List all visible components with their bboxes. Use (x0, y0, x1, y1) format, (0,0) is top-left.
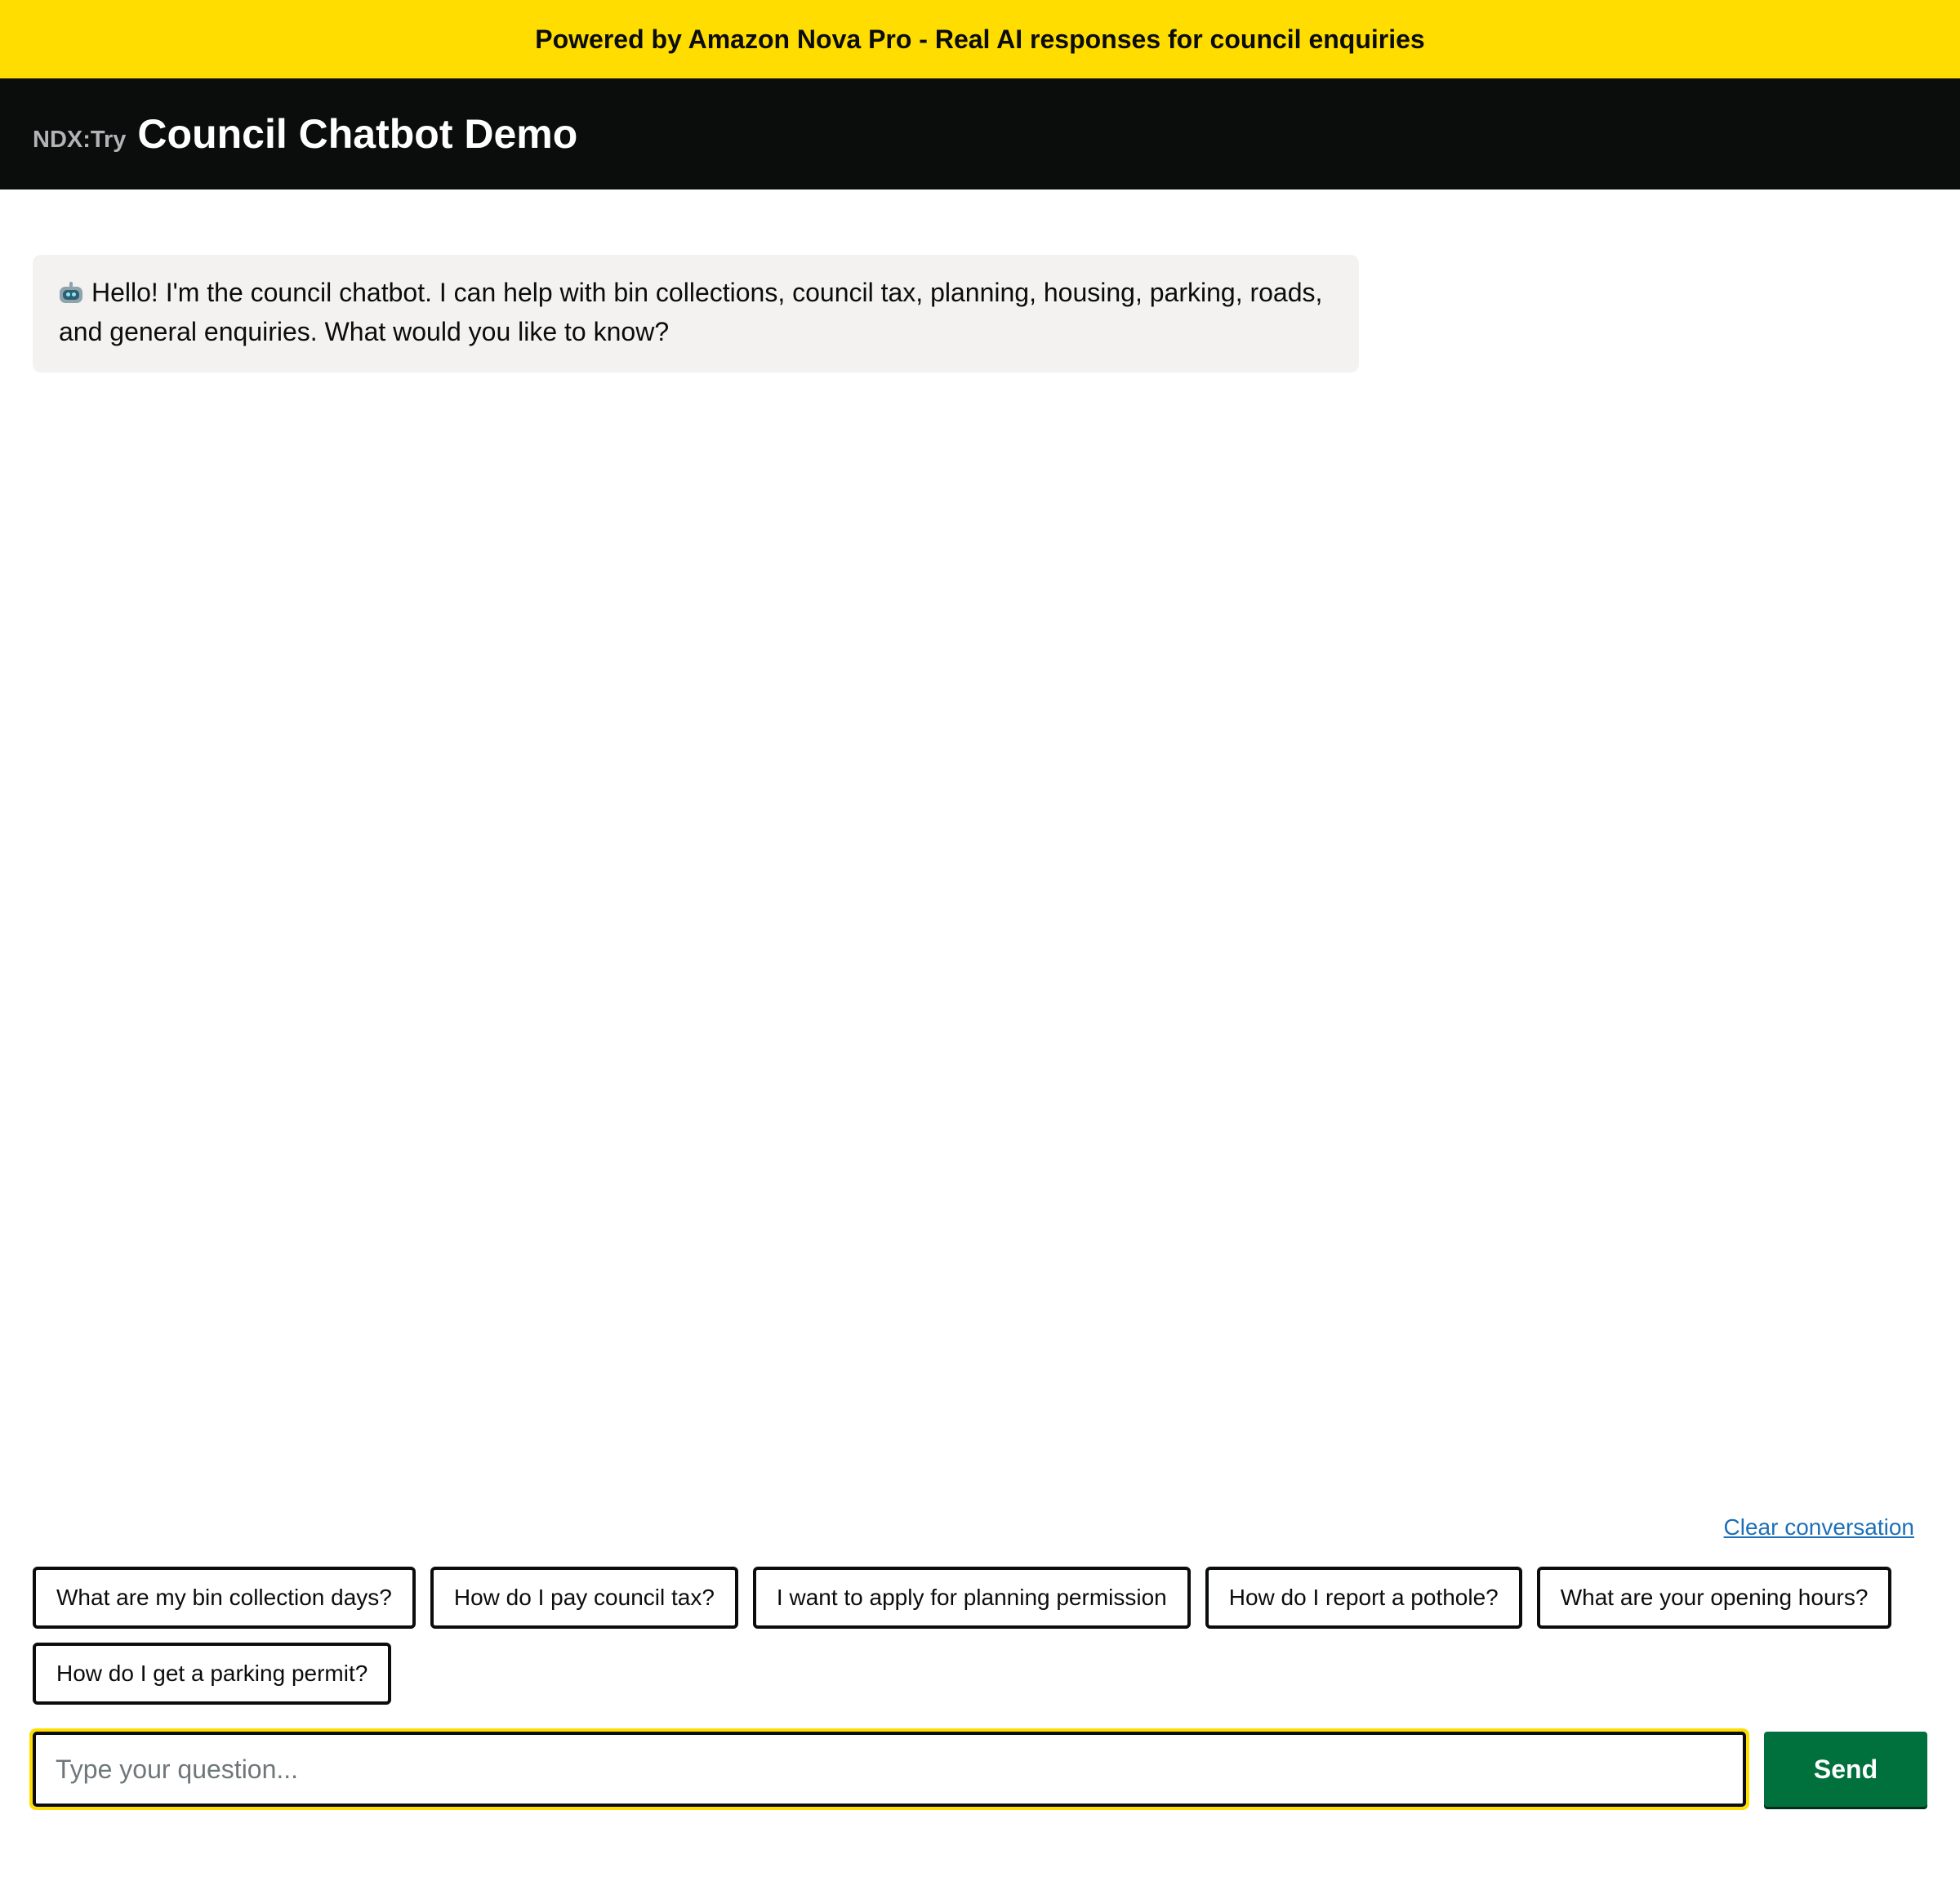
bot-message (33, 255, 1359, 372)
suggestion-planning-permission[interactable]: I want to apply for planning permission (753, 1567, 1191, 1629)
send-button[interactable]: Send (1764, 1732, 1927, 1807)
page-header (0, 78, 1960, 190)
suggestion-list (33, 1567, 1936, 1705)
suggestion-report-pothole[interactable]: How do I report a pothole? (1205, 1567, 1522, 1629)
question-input[interactable] (33, 1732, 1746, 1807)
robot-icon (59, 282, 83, 303)
suggestion-parking-permit[interactable]: How do I get a parking permit? (33, 1643, 391, 1705)
page-title: Council Chatbot Demo (137, 111, 578, 157)
bot-message-text: Hello! I'm the council chatbot. I can help with bin collections, council tax, planning, housing, parking, roads, and general enquiries. What would you like to know? (59, 278, 1323, 346)
suggestion-bin-collection[interactable]: What are my bin collection days? (33, 1567, 416, 1629)
banner-text: Powered by Amazon Nova Pro - Real AI responses for council enquiries (535, 24, 1425, 54)
info-banner (0, 0, 1960, 78)
suggestion-council-tax[interactable]: How do I pay council tax? (430, 1567, 738, 1629)
question-input-focus-ring (29, 1728, 1749, 1810)
suggestion-opening-hours[interactable]: What are your opening hours? (1537, 1567, 1892, 1629)
brand-label: NDX:Try (33, 126, 127, 153)
clear-conversation-link[interactable]: Clear conversation (1723, 1514, 1914, 1540)
